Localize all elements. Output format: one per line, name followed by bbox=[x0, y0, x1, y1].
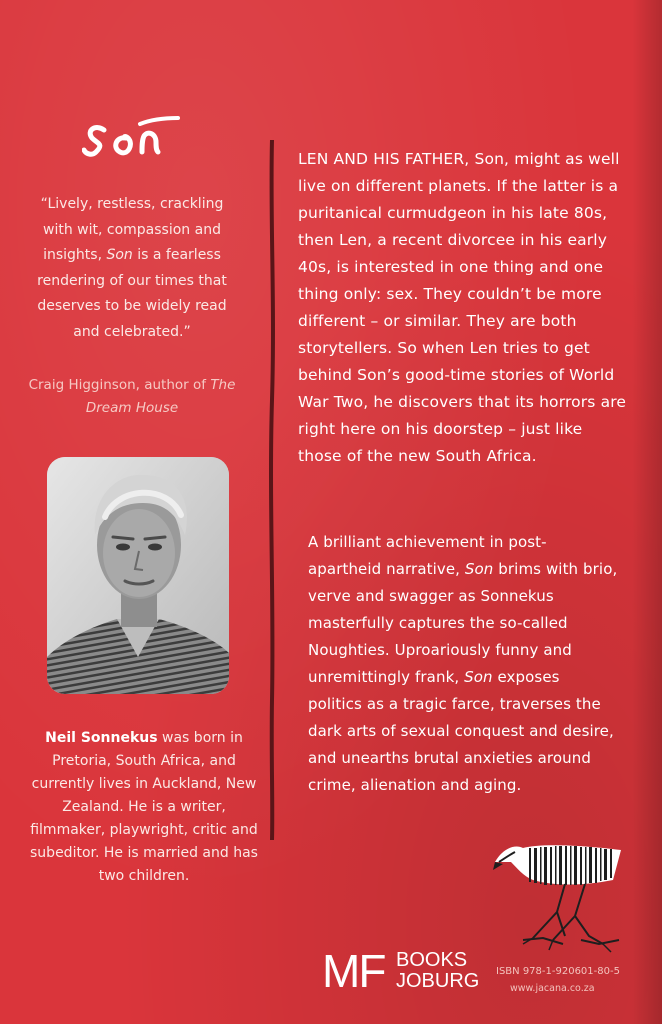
barcode-bird-icon bbox=[493, 840, 633, 960]
blurb2-text-3: exposes politics as a tragic farce, traverses the dark arts of sexual conquest and desire, and unearths brutal anxieties around crime, alienation and aging. bbox=[308, 668, 614, 794]
quote-attribution bbox=[24, 374, 240, 420]
author-portrait-photo-icon bbox=[47, 457, 229, 694]
blurb-secondary bbox=[308, 529, 618, 799]
blurb2-text-2: brims with brio, verve and swagger as Sonnekus masterfully captures the so-called Noughties. Uproariously funny and unremittingly frank, bbox=[308, 560, 618, 686]
author-bio bbox=[24, 727, 264, 888]
publisher-logo bbox=[322, 945, 482, 997]
blurb-main-text: Son, might as well live on different planets. If the latter is a puritanical curmudgeon in his late 80s, then Len, a recent divorcee in his early 40s, is interested in one thing and one thing only: sex. They couldn’t be more different – or similar. They are both storytellers. So when Len tries to get behind Son’s good-time stories of World War Two, he discovers that its horrors are right here on his doorstep – just like those of the new South Africa. bbox=[298, 150, 627, 465]
quote-text-start: “Lively, restless, crackling with wit, compassion and insights, bbox=[40, 196, 224, 263]
publisher-mf: MF bbox=[322, 945, 385, 997]
author-photo bbox=[47, 457, 229, 694]
publisher-joburg: JOBURG bbox=[396, 970, 480, 992]
author-bio-text: was born in Pretoria, South Africa, and currently lives in Auckland, New Zealand. He is a writer, filmmaker, playwright, critic and subeditor. He is married and has two children. bbox=[30, 730, 258, 884]
publisher-website: www.jacana.co.za bbox=[510, 983, 595, 994]
blurb2-book-title-1: Son bbox=[464, 560, 494, 578]
blurb-lead-in: LEN AND HIS FATHER, bbox=[298, 150, 470, 168]
son-title-logo bbox=[82, 108, 182, 166]
isbn-number: ISBN 978-1-920601-80-5 bbox=[496, 966, 620, 977]
author-name: Neil Sonnekus bbox=[45, 730, 158, 746]
blurb2-book-title-2: Son bbox=[464, 668, 493, 686]
attribution-book-title: The Dream House bbox=[85, 377, 236, 416]
vertical-divider-line bbox=[266, 140, 278, 840]
quote-book-title: Son bbox=[106, 247, 133, 263]
blurb2-text-1: A brilliant achievement in post-apartheid narrative, bbox=[308, 533, 547, 578]
review-quote bbox=[24, 192, 240, 345]
attribution-text: Craig Higginson, author of bbox=[28, 377, 211, 393]
blurb-main bbox=[298, 146, 628, 470]
quote-text-end: is a fearless rendering of our times that deserves to be widely read and celebrated.” bbox=[37, 247, 227, 340]
spine-shadow bbox=[632, 0, 662, 1024]
publisher-books: BOOKS bbox=[396, 949, 468, 971]
